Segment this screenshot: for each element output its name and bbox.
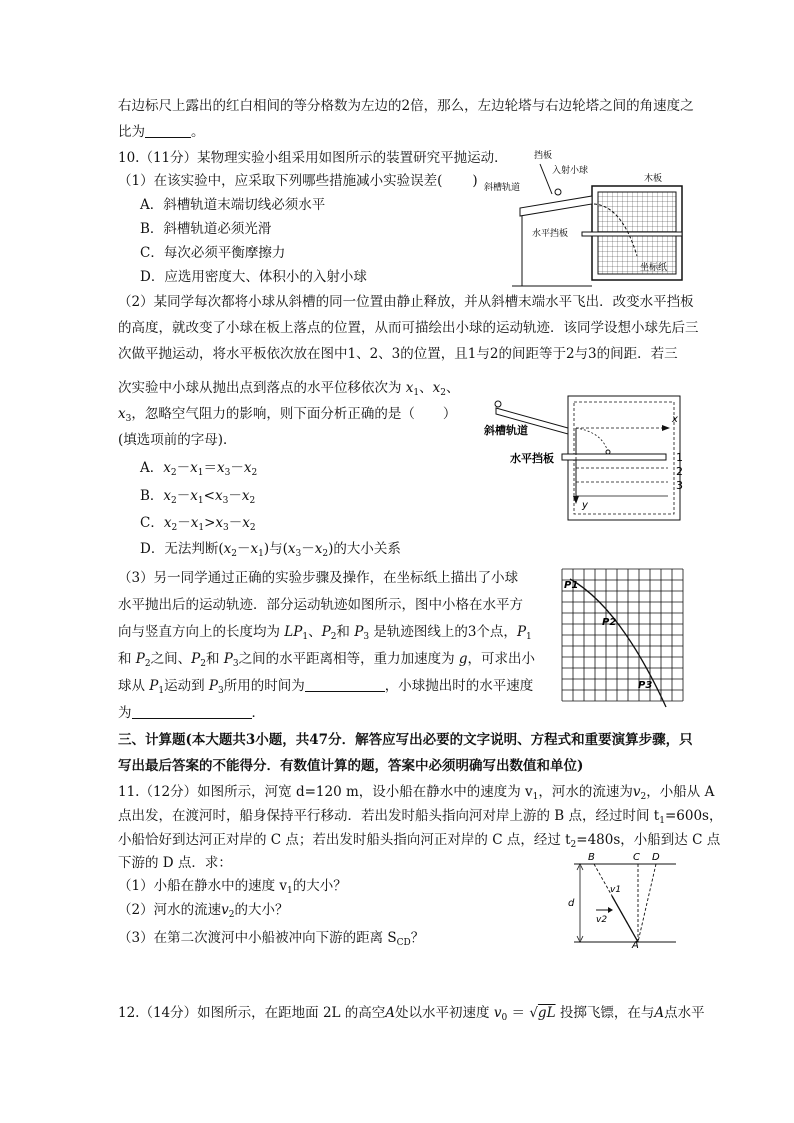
apparatus-figure bbox=[484, 146, 692, 286]
q12-line-1: 12.（14分）如图所示，在距地面 2L 的高空A处以水平初速度 $v_0 = √gL$ 投掷飞镖，在与A点水平 bbox=[118, 1005, 705, 1023]
q10-part2-line-2: 的高度，就改变了小球在板上落点的位置，从而可描绘出小球的运动轨迹．该同学设想小球先后三 bbox=[118, 320, 699, 336]
q11-line-1: 11.（12分）如图所示，河宽 d=120 m，设小船在静水中的速度为 $v_1$，河水的流速为$v_2$，小船从 A bbox=[118, 784, 715, 802]
q10-part3-line-1: （3）另一同学通过正确的实验步骤及操作，在坐标纸上描出了小球 bbox=[118, 570, 519, 586]
label-pos-3: 3 bbox=[676, 479, 683, 492]
label-y-axis: y bbox=[582, 500, 588, 511]
label-d: D bbox=[652, 852, 660, 863]
label-c: C bbox=[633, 852, 640, 863]
label-v2: v2 bbox=[596, 915, 608, 925]
q10-p2-option-c: C．$x_2-x_1>x_3-x_2$ bbox=[140, 515, 256, 533]
board-positions-figure bbox=[484, 392, 694, 524]
q10-part3-line-3: 向与竖直方向上的长度均为 $LP_1$、$P_2$和 $P_3$ 是轨迹图线上的3个点，$P_1$ bbox=[118, 624, 532, 642]
label-p2: P2 bbox=[602, 617, 617, 628]
intro-line-1: 右边标尺上露出的红白相间的等分格数为左边的2倍，那么，左边轮塔与右边轮塔之间的角速度之 bbox=[118, 98, 694, 114]
q11-line-3: 小船恰好到达河正对岸的 C 点；若出发时船头指向河正对岸的 C 点，经过 $t_2=480s$，小船到达 C 点 bbox=[118, 832, 721, 850]
section3-heading-1: 三、计算题(本大题共3小题，共47分．解答应写出必要的文字说明、方程式和重要演算步骤，只 bbox=[118, 732, 693, 748]
q10-p2-option-d: D．无法判断$(x_2-x_1)$与$(x_3-x_2)$的大小关系 bbox=[140, 541, 401, 559]
label-p3: P3 bbox=[638, 680, 653, 691]
q10-part3-line-4: 和 $P_2$之间、$P_2$和 $P_3$之间的水平距离相等，重力加速度为 g，可求出小 bbox=[118, 651, 536, 669]
label-width-d: d bbox=[568, 898, 575, 909]
label-slot-track: 斜槽轨道 bbox=[484, 424, 528, 437]
trajectory-grid-figure bbox=[560, 567, 694, 709]
q10-option-a: A．斜槽轨道末端切线必须水平 bbox=[140, 197, 326, 213]
section3-heading-2: 写出最后答案的不能得分．有数值计算的题，答案中必须明确写出数值和单位) bbox=[118, 758, 584, 774]
q11-sub-2: （2）河水的流速$v_2$的大小？ bbox=[118, 902, 289, 920]
label-v1: v1 bbox=[610, 885, 622, 895]
label-grid-paper: 坐标纸 bbox=[640, 263, 668, 273]
q10-heading: 10.（11分）某物理实验小组采用如图所示的装置研究平抛运动． bbox=[118, 150, 508, 166]
label-pos-1: 1 bbox=[676, 451, 683, 464]
label-pos-2: 2 bbox=[676, 465, 683, 478]
q11-sub-3: （3）在第二次渡河中小船被冲向下游的距离 $S_{CD}$？ bbox=[118, 930, 425, 948]
label-p1: P1 bbox=[564, 580, 579, 591]
q10-part3-line-5: 球从 $P_1$运动到 $P_3$所用的时间为 ，小球抛出时的水平速度 bbox=[118, 678, 534, 696]
label-board: 木板 bbox=[644, 174, 663, 184]
q10-part2-line-3: 次做平抛运动，将水平板依次放在图中1、2、3的位置，且1与2的间距等于2与3的间距．若三 bbox=[118, 346, 678, 362]
label-slot: 斜槽轨道 bbox=[484, 183, 521, 193]
q10-p2-option-b: B．$x_2-x_1<x_3-x_2$ bbox=[140, 488, 256, 506]
label-b: B bbox=[588, 852, 595, 863]
q10-option-d: D．应选用密度大、体积小的入射小球 bbox=[140, 269, 367, 285]
q11-line-2: 点出发，在渡河时，船身保持平行移动．若出发时船头指向河对岸上游的 B 点，经过时间 $t_1=600s$， bbox=[118, 808, 723, 826]
q11-line-4: 下游的 D 点．求： bbox=[118, 855, 232, 871]
label-ball: 入射小球 bbox=[552, 166, 589, 176]
time-answer-blank[interactable] bbox=[305, 677, 385, 692]
label-x-axis: x bbox=[672, 414, 678, 425]
intro-line-2: 比为 。 bbox=[118, 124, 205, 140]
label-baffle: 挡板 bbox=[534, 151, 553, 161]
q10-option-c: C．每次必须平衡摩擦力 bbox=[140, 245, 286, 261]
label-horizontal-baffle: 水平挡板 bbox=[532, 229, 569, 239]
q10-part3-line-2: 水平抛出后的运动轨迹．部分运动轨迹如图所示，图中小格在水平方 bbox=[118, 597, 523, 613]
q10-part1-stem: （1）在该实验中，应采取下列哪些措施减小实验误差( ) bbox=[118, 173, 478, 189]
river-crossing-figure bbox=[566, 848, 686, 951]
q10-part2-line-4: 次实验中小球从抛出点到落点的水平位移依次为 $x_1$、$x_2$、 bbox=[118, 380, 460, 398]
q10-part3-line-6: 为 ． bbox=[118, 705, 265, 721]
answer-blank[interactable] bbox=[145, 123, 191, 138]
q10-part2-line-1: （2）某同学每次都将小球从斜槽的同一位置由静止释放，并从斜槽末端水平飞出．改变水平挡板 bbox=[118, 294, 694, 310]
label-horizontal-board: 水平挡板 bbox=[510, 452, 554, 465]
label-a: A bbox=[632, 940, 639, 951]
q10-option-b: B．斜槽轨道必须光滑 bbox=[140, 221, 272, 237]
velocity-answer-blank[interactable] bbox=[132, 704, 252, 719]
q10-p2-option-a: A．$x_2-x_1=x_3-x_2$ bbox=[140, 460, 258, 478]
q10-part2-line-6: (填选项前的字母)． bbox=[118, 432, 237, 448]
q10-part2-line-5: $x_3$，忽略空气阻力的影响，则下面分析正确的是（ ） bbox=[118, 406, 457, 424]
q11-sub-1: （1）小船在静水中的速度 $v_1$的大小？ bbox=[118, 878, 347, 896]
